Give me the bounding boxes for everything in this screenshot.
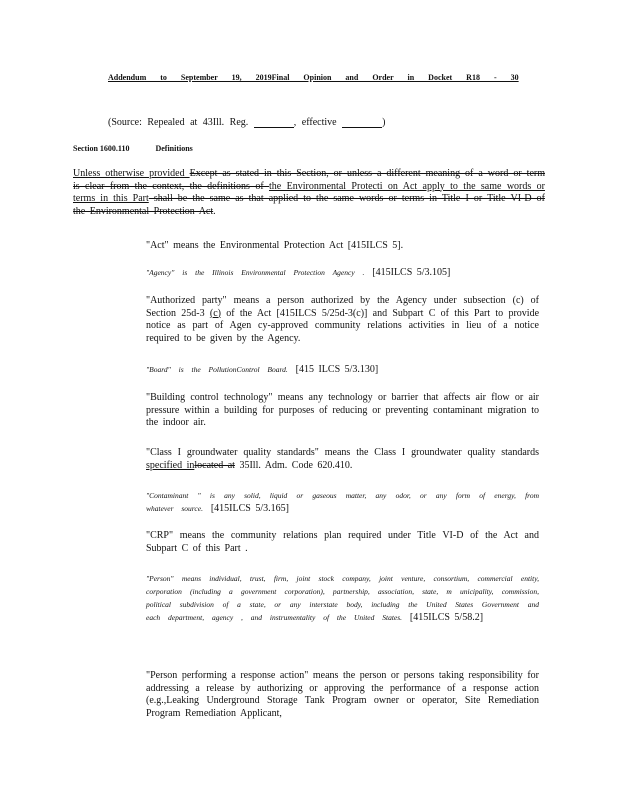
definition-text: "Authorized party" means a person authorized by the Agency under subsection (c) of Section 25d-3	[146, 295, 539, 319]
citation: [415ILCS 5/3.105]	[372, 267, 451, 278]
page-header: Addendum to September 19, 2019Final Opinion and Order in Docket R18 - 30	[108, 73, 519, 82]
blank-line	[254, 117, 294, 128]
section-title: Definitions	[155, 144, 193, 153]
deleted-text: shall be the same as that applied to the same words or terms in Title I or Title VI-D of the Environmental Protection Act	[73, 193, 545, 217]
source-mid: , effective	[293, 117, 337, 128]
source-prefix: (Source: Repealed at 43Ill. Reg.	[108, 117, 249, 128]
section-heading	[73, 144, 217, 153]
definition-crp: "CRP" means the community relations plan required under Title VI-D of the Act and Subpart C of this Part .	[146, 530, 539, 554]
intro-end: .	[213, 205, 216, 217]
definition-person	[146, 572, 539, 624]
definition-agency	[146, 266, 539, 279]
definition-board-text: "Board" is the PollutionControl Board.	[146, 365, 288, 374]
inserted-text: (c)	[209, 307, 221, 319]
definition-text: 35Ill. Adm. Code 620.410.	[234, 459, 353, 471]
blank-line	[342, 117, 382, 128]
source-note	[108, 117, 385, 128]
definition-contaminant	[146, 489, 539, 515]
definition-building-control: "Building control technology" means any technology or barrier that affects air flow or air pressure within a building for purposes of reducing or preventing contaminant migration to the indoor air.	[146, 392, 539, 428]
definition-board	[146, 363, 539, 376]
definition-text: "Class I groundwater quality standards" means the Class I groundwater quality standards	[146, 447, 539, 458]
inserted-text: Unless otherwise provided	[73, 168, 190, 179]
deleted-text: Except as stated in this Section, or unless a different meaning of a word or term is clear from the context, the definitions of	[73, 168, 545, 192]
definition-authorized-party	[146, 295, 539, 345]
deleted-text: located at	[194, 459, 235, 471]
intro-paragraph	[73, 168, 545, 218]
definition-act: "Act" means the Environmental Protection Act [415ILCS 5].	[146, 240, 404, 251]
definition-contaminant-text: "Contaminant " is any solid, liquid or gaseous matter, any odor, or any form of energy, from whatever source.	[146, 491, 539, 513]
definition-agency-text: "Agency" is the Illinois Environmental Protection Agency .	[146, 268, 365, 277]
definition-person-text: "Person" means individual, trust, firm, joint stock company, joint venture, consortium, commercial entity, corporation (including a government corporation), partnership, association, state, m unicipality, commission, political subdivision of a state, or any interstate body, including the United States Government and each department, agency , and instrumentality of the United States.	[146, 574, 539, 622]
section-number: Section 1600.110	[73, 144, 130, 153]
inserted-text: specified in	[146, 459, 195, 471]
citation: [415ILCS 5/58.2]	[409, 612, 484, 623]
source-suffix: )	[382, 117, 386, 128]
inserted-text: the Environmental Protecti on Act apply to the same words or terms in this Part	[73, 180, 545, 204]
definition-class-i	[146, 447, 539, 472]
citation: [415 ILCS 5/3.130]	[295, 364, 379, 375]
citation: [415ILCS 5/3.165]	[210, 503, 289, 514]
definition-text: of the Act [415ILCS 5/25d-3(c)] and Subpart C of this Part to provide notice as part of Agen cy-approved community relations activities in lieu of a notice required to be given by the Agency.	[146, 307, 540, 344]
definition-person-performing: "Person performing a response action" means the person or persons taking responsibility for addressing a release by authorizing or approving the performance of a response action (e.g.,Leaking Underground Storage Tank Program owner or operator, Site Remediation Program Remediation Applicant,	[146, 670, 539, 719]
